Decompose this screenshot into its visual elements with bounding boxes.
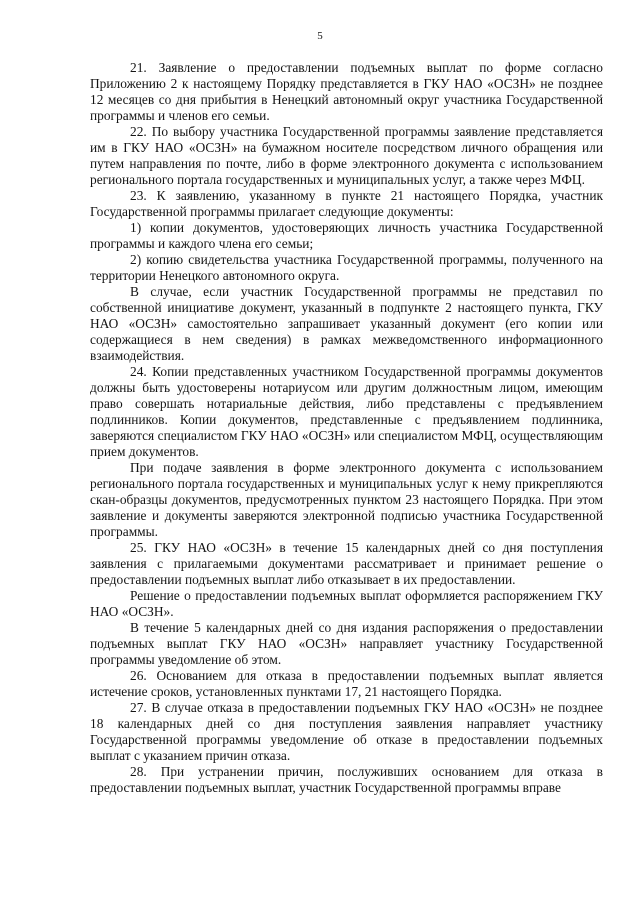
paragraph-24: 24. Копии представленных участником Государственной программы документов должны быть удостоверены нотариусом или другим должностным лицом, имеющим право совершать нотариальные действия, либо представлены с предъявлением подлинников. Копии документов, представленные с предъявлением подлинника, заверяются специалистом ГКУ НАО «ОСЗН» или специалистом МФЦ, осуществляющим прием документов. [90,364,603,459]
page-number: 5 [317,30,323,42]
paragraph-23-item-2: 2) копию свидетельства участника Государственной программы, полученного на территории Ненецкого автономного округа. [90,252,603,283]
paragraph-25-decision: Решение о предоставлении подъемных выплат оформляется распоряжением ГКУ НАО «ОСЗН». [90,588,603,619]
paragraph-23-item-1: 1) копии документов, удостоверяющих личность участника Государственной программы и каждого члена его семьи; [90,220,603,251]
paragraph-21: 21. Заявление о предоставлении подъемных выплат по форме согласно Приложению 2 к настоящему Порядку представляется в ГКУ НАО «ОСЗН» не позднее 12 месяцев со дня прибытия в Ненецкий автономный округ участника Государственной программы и членов его семьи. [90,60,603,123]
paragraph-27: 27. В случае отказа в предоставлении подъемных ГКУ НАО «ОСЗН» не позднее 18 календарных дней со дня поступления заявления направляет участнику Государственной программы уведомление об отказе в предоставлении подъемных выплат с указанием причин отказа. [90,700,603,763]
paragraph-26: 26. Основанием для отказа в предоставлении подъемных выплат является истечение сроков, установленных пунктами 17, 21 настоящего Порядка. [90,668,603,699]
paragraph-28: 28. При устранении причин, послуживших основанием для отказа в предоставлении подъемных выплат, участник Государственной программы вправе [90,764,603,795]
document-body [90,60,603,796]
paragraph-23-note: В случае, если участник Государственной программы не представил по собственной инициативе документ, указанный в подпункте 2 настоящего пункта, ГКУ НАО «ОСЗН» самостоятельно запрашивает указанный документ (его копии или содержащиеся в нем сведения) в рамках межведомственного информационного взаимодействия. [90,284,603,363]
paragraph-25: 25. ГКУ НАО «ОСЗН» в течение 15 календарных дней со дня поступления заявления с прилагаемыми документами рассматривает и принимает решение о предоставлении подъемных выплат либо отказывает в их предоставлении. [90,540,603,587]
paragraph-24-electronic: При подаче заявления в форме электронного документа с использованием регионального портала государственных и муниципальных услуг к нему прикрепляются скан-образцы документов, предусмотренных пунктом 23 настоящего Порядка. При этом заявление и документы заверяются электронной подписью участника Государственной программы. [90,460,603,539]
paragraph-23: 23. К заявлению, указанному в пункте 21 настоящего Порядка, участник Государственной программы прилагает следующие документы: [90,188,603,219]
paragraph-22: 22. По выбору участника Государственной программы заявление представляется им в ГКУ НАО «ОСЗН» на бумажном носителе посредством личного обращения или путем направления по почте, либо в форме электронного документа с использованием регионального портала государственных и муниципальных услуг, а также через МФЦ. [90,124,603,187]
paragraph-25-notice: В течение 5 календарных дней со дня издания распоряжения о предоставлении подъемных выплат ГКУ НАО «ОСЗН» направляет участнику Государственной программы уведомление об этом. [90,620,603,667]
